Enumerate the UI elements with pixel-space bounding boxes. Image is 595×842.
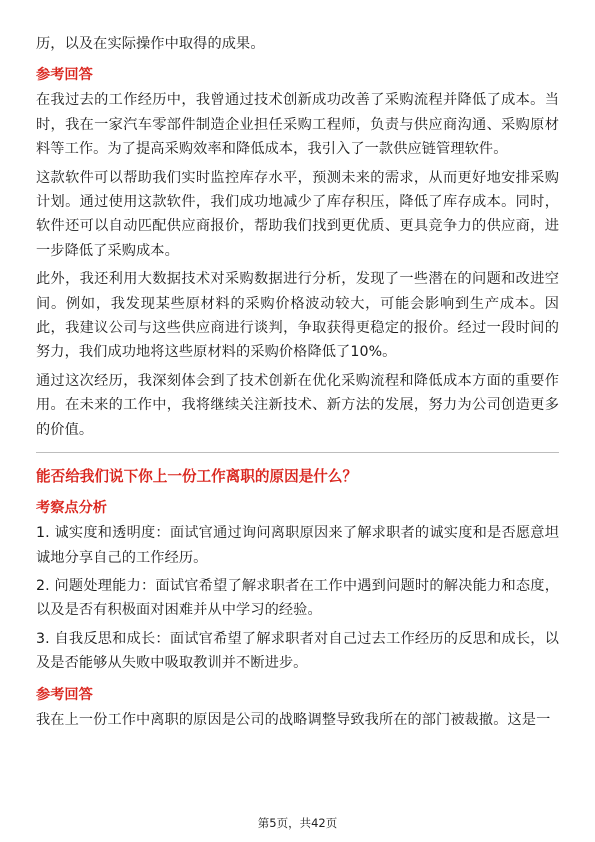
answer-paragraph: 我在上一份工作中离职的原因是公司的战略调整导致我所在的部门被裁撤。这是一	[36, 711, 551, 728]
answer-paragraph: 通过这次经历，我深刻体会到了技术创新在优化采购流程和降低成本方面的重要作用。在未来的工作中，我将继续关注新技术、新方法的发展，努力为公司创造更多的价值。	[36, 372, 559, 438]
analysis-point: 3. 自我反思和成长：面试官希望了解求职者对自己过去工作经历的反思和成长，以及是否能够从失败中吸取教训并不断进步。	[36, 630, 559, 672]
interview-question: 能否给我们说下你上一份工作离职的原因是什么？	[36, 468, 358, 486]
analysis-point: 1. 诚实度和透明度：面试官通过询问离职原因来了解求职者的诚实度和是否愿意坦诚地分享自己的工作经历。	[36, 525, 559, 566]
analysis-heading: 考察点分析	[36, 500, 107, 517]
page-number: 第5页，共42页	[257, 816, 338, 830]
section-divider	[36, 452, 559, 453]
reference-answer-heading: 参考回答	[36, 67, 93, 84]
answer-paragraph: 此外，我还利用大数据技术对采购数据进行分析，发现了一些潜在的问题和改进空间。例如，我发现某些原材料的采购价格波动较大，可能会影响到生产成本。因此，我建议公司与这些供应商进行谈判，争取获得更稳定的报价。经过一段时间的努力，我们成功地将这些原材料的采购价格降低了10%。	[36, 271, 559, 361]
page-content	[36, 32, 559, 736]
reference-answer-heading: 参考回答	[36, 686, 93, 703]
intro-line: 历，以及在实际操作中取得的成果。	[36, 36, 265, 52]
answer-paragraph: 这款软件可以帮助我们实时监控库存水平，预测未来的需求，从而更好地安排采购计划。通过使用这款软件，我们成功地减少了库存积压，降低了库存成本。同时，软件还可以自动匹配供应商报价，帮助我们找到更优质、更具竞争力的供应商，进一步降低了采购成本。	[36, 169, 559, 259]
answer-paragraph: 在我过去的工作经历中，我曾通过技术创新成功改善了采购流程并降低了成本。当时，我在一家汽车零部件制造企业担任采购工程师，负责与供应商沟通、采购原材料等工作。为了提高采购效率和降低成本，我引入了一款供应链管理软件。	[36, 92, 559, 158]
analysis-point: 2. 问题处理能力：面试官希望了解求职者在工作中遇到问题时的解决能力和态度，以及是否有积极面对困难并从中学习的经验。	[36, 577, 559, 619]
